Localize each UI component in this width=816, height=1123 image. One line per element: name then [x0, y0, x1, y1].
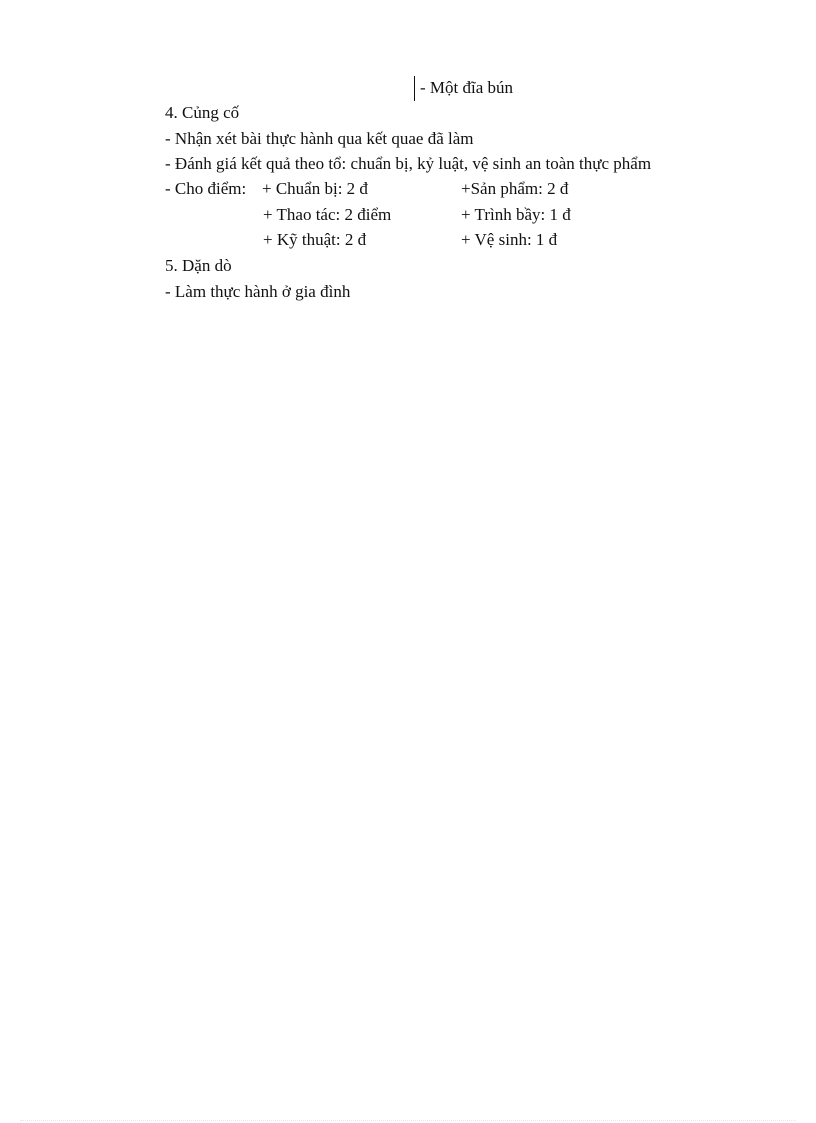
section-4-line-2: - Đánh giá kết quả theo tổ: chuẩn bị, kỷ luật, vệ sinh an toàn thực phẩm [165, 154, 652, 173]
score-item-operation: + Thao tác: 2 điểm [263, 205, 392, 224]
score-item-product: +Sản phẩm: 2 đ [461, 179, 569, 198]
section-4-line-1: - Nhận xét bài thực hành qua kết quae đã làm [165, 129, 474, 148]
score-item-preparation: + Chuẩn bị: 2 đ [262, 179, 368, 198]
table-cell-text: - Một đĩa bún [420, 78, 514, 97]
scoring-lead: - Cho điểm: [165, 179, 247, 198]
score-item-technique: + Kỹ thuật: 2 đ [263, 230, 367, 249]
section-5-heading: 5. Dặn dò [165, 256, 232, 275]
section-4-heading: 4. Củng cố [165, 103, 240, 122]
score-item-presentation: + Trình bầy: 1 đ [461, 205, 571, 224]
score-item-hygiene: + Vệ sinh: 1 đ [461, 230, 558, 249]
table-cell-border [414, 76, 415, 101]
page-bottom-border [20, 1120, 796, 1121]
section-5-line-1: - Làm thực hành ở gia đình [165, 282, 351, 301]
